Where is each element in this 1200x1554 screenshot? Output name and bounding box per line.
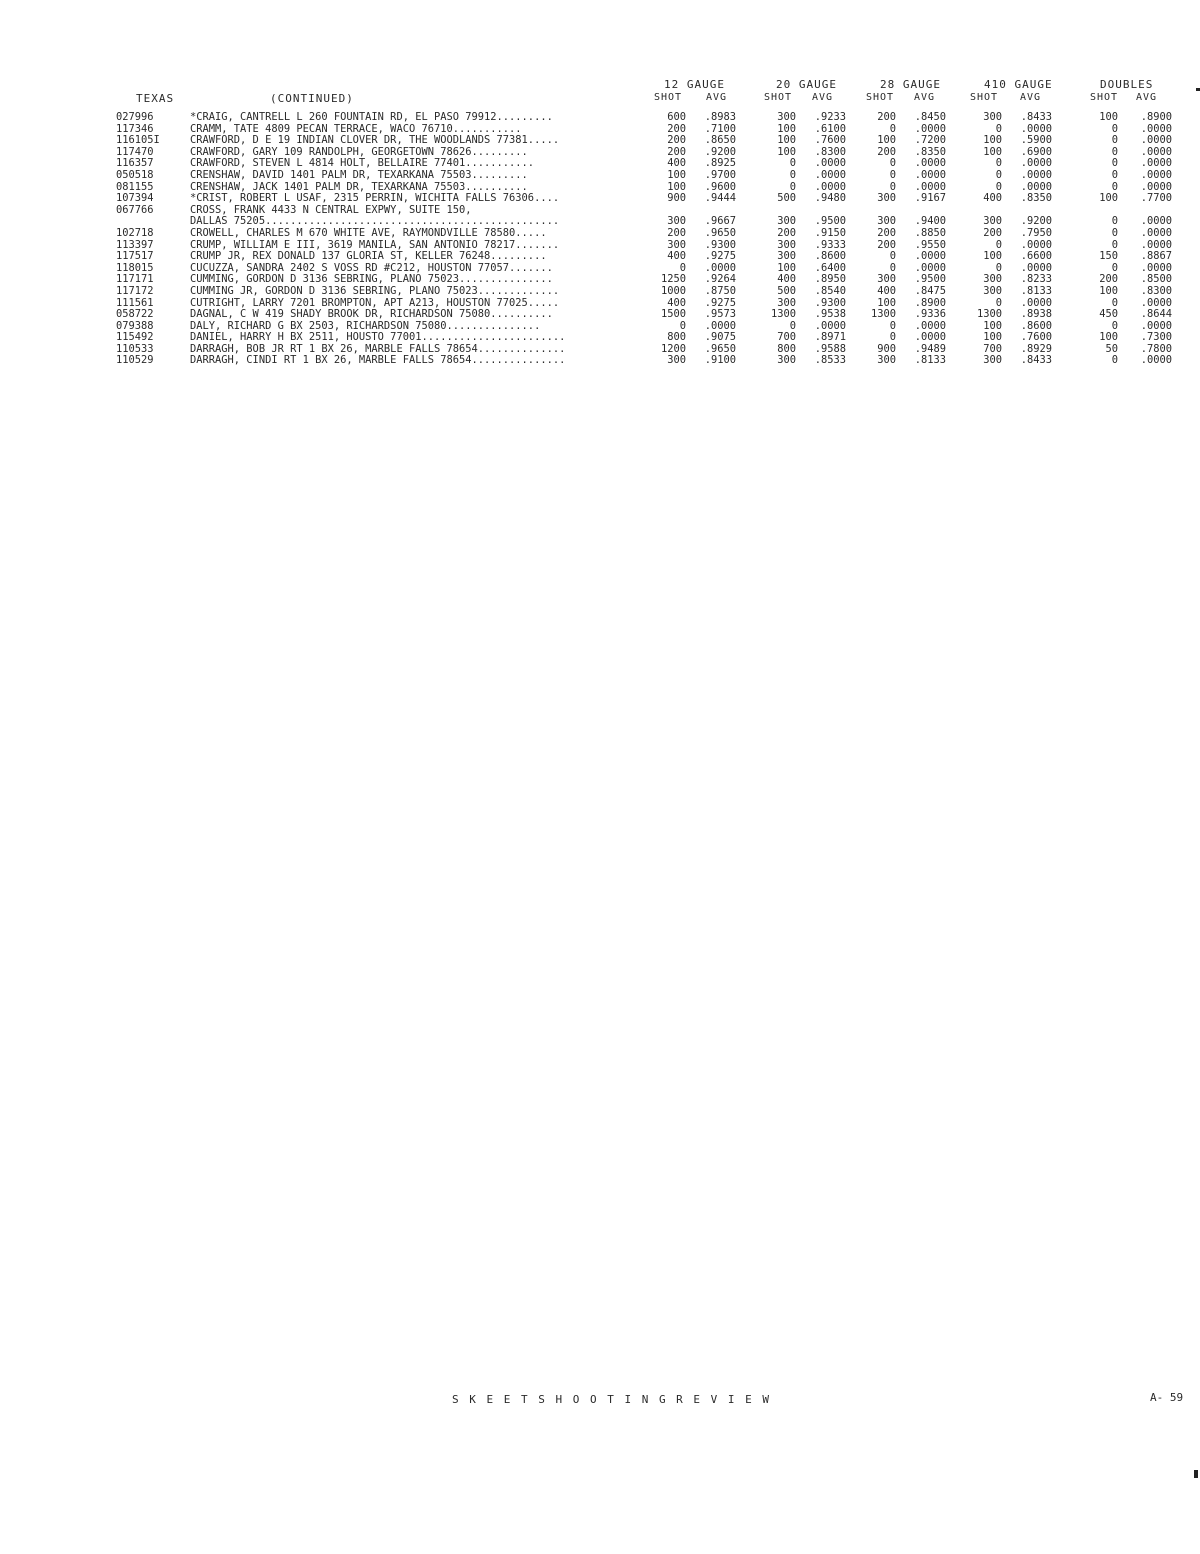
gauge-12-shot: 900: [667, 192, 686, 205]
gauge-12-shot: 1200: [660, 342, 686, 355]
gauge-12-shot: 1250: [660, 273, 686, 286]
gauge-410-shot: 100: [983, 134, 1002, 147]
gauge-410-avg: .8133: [1020, 284, 1052, 297]
doubles-shot: 100: [1099, 192, 1118, 205]
gauge-12-avg: .9100: [704, 354, 736, 367]
gauge-410-avg: .8433: [1020, 111, 1052, 123]
gauge-28-shot: 1300: [870, 308, 896, 321]
gauge-410-avg: .8433: [1020, 354, 1052, 367]
gauge-20-avg: .8540: [814, 284, 846, 297]
doubles-avg: .7300: [1140, 331, 1172, 344]
member-name: DARRAGH, BOB JR RT 1 BX 26, MARBLE FALLS 78654..............: [190, 343, 566, 355]
doubles-shot: 450: [1099, 308, 1118, 321]
gauge-20-shot: 300: [777, 354, 796, 367]
gauge-28-avg: .8900: [914, 296, 946, 309]
member-name: CRAWFORD, STEVEN L 4814 HOLT, BELLAIRE 77401...........: [190, 158, 535, 170]
gauge-12-shot: 100: [667, 180, 686, 193]
page-number: A- 59: [1150, 1391, 1184, 1404]
gauge-12-avg: .9200: [704, 145, 736, 158]
gauge-28-shot: 0: [889, 157, 896, 170]
gauge-28-shot: 0: [889, 168, 896, 181]
gauge-20-shot: 400: [777, 273, 796, 286]
doubles-shot: 0: [1111, 238, 1118, 251]
doubles-avg: .0000: [1140, 226, 1172, 239]
member-name: CUMMING JR, GORDON D 3136 SEBRING, PLANO 75023.............: [190, 285, 560, 297]
table-row: [0, 182, 1200, 194]
doubles-avg: .0000: [1140, 238, 1172, 251]
column-header: [0, 78, 1200, 108]
gauge-28-shot: 200: [877, 226, 896, 239]
gauge-20-shot: 0: [789, 168, 796, 181]
member-id: 067766: [116, 203, 154, 216]
shooter-table: [0, 112, 1200, 367]
member-name: CUCUZZA, SANDRA 2402 S VOSS RD #C212, HOUSTON 77057.......: [190, 262, 553, 274]
avg-label: AVG: [706, 92, 728, 103]
gauge-410-shot: 0: [995, 122, 1002, 135]
doubles-header: DOUBLES: [1100, 78, 1154, 91]
shot-label: SHOT: [654, 92, 683, 103]
gauge-20-shot: 700: [777, 331, 796, 344]
member-id: 118015: [116, 261, 154, 274]
member-name: DAGNAL, C W 419 SHADY BROOK DR, RICHARDSON 75080..........: [190, 309, 553, 321]
doubles-avg: .0000: [1140, 180, 1172, 193]
gauge-12-shot: 300: [667, 215, 686, 228]
gauge-12-shot: 400: [667, 157, 686, 170]
scan-mark: [1196, 88, 1200, 91]
table-row: [0, 240, 1200, 252]
gauge-410-avg: .8929: [1020, 342, 1052, 355]
gauge-28-shot: 900: [877, 342, 896, 355]
gauge-410-shot: 200: [983, 226, 1002, 239]
gauge-20-shot: 300: [777, 215, 796, 228]
gauge-12-avg: .9444: [704, 192, 736, 205]
gauge-28-shot: 0: [889, 319, 896, 332]
doubles-shot: 50: [1105, 342, 1118, 355]
member-name: CROWELL, CHARLES M 670 WHITE AVE, RAYMONDVILLE 78580.....: [190, 227, 547, 239]
doubles-avg: .0000: [1140, 134, 1172, 147]
gauge-28-avg: .9550: [914, 238, 946, 251]
member-id: 081155: [116, 180, 154, 193]
gauge-28-shot: 200: [877, 238, 896, 251]
member-name: DALLAS 75205...............................................: [190, 216, 560, 228]
gauge-12-shot: 200: [667, 134, 686, 147]
gauge-410-avg: .0000: [1020, 180, 1052, 193]
gauge-410-avg: .5900: [1020, 134, 1052, 147]
avg-label: AVG: [1136, 92, 1158, 103]
doubles-shot: 0: [1111, 134, 1118, 147]
gauge-12-shot: 200: [667, 226, 686, 239]
gauge-12-avg: .9650: [704, 342, 736, 355]
table-row: [0, 147, 1200, 159]
gauge-410-shot: 400: [983, 192, 1002, 205]
gauge-20-avg: .0000: [814, 180, 846, 193]
member-id: 027996: [116, 111, 154, 123]
table-row: [0, 170, 1200, 182]
gauge-410-shot: 300: [983, 273, 1002, 286]
gauge-20-avg: .0000: [814, 319, 846, 332]
gauge-12-avg: .9667: [704, 215, 736, 228]
doubles-avg: .8300: [1140, 284, 1172, 297]
doubles-shot: 100: [1099, 284, 1118, 297]
gauge-28-avg: .0000: [914, 261, 946, 274]
gauge-12-shot: 400: [667, 250, 686, 263]
gauge-410-shot: 0: [995, 238, 1002, 251]
gauge-410-shot: 0: [995, 180, 1002, 193]
gauge-410-shot: 100: [983, 319, 1002, 332]
shot-label: SHOT: [764, 92, 793, 103]
doubles-avg: .0000: [1140, 296, 1172, 309]
doubles-avg: .8500: [1140, 273, 1172, 286]
gauge-28-shot: 0: [889, 261, 896, 274]
gauge-12-avg: .9600: [704, 180, 736, 193]
doubles-avg: .7800: [1140, 342, 1172, 355]
gauge-28-avg: .8350: [914, 145, 946, 158]
gauge-410-shot: 700: [983, 342, 1002, 355]
gauge-28-shot: 0: [889, 250, 896, 263]
table-row: [0, 228, 1200, 240]
gauge-28-avg: .8475: [914, 284, 946, 297]
table-row: [0, 216, 1200, 228]
gauge-410-shot: 100: [983, 250, 1002, 263]
gauge-28-avg: .0000: [914, 180, 946, 193]
doubles-avg: .7700: [1140, 192, 1172, 205]
doubles-avg: .0000: [1140, 168, 1172, 181]
doubles-avg: .0000: [1140, 145, 1172, 158]
table-row: [0, 298, 1200, 310]
doubles-shot: 0: [1111, 145, 1118, 158]
gauge-410-avg: .0000: [1020, 261, 1052, 274]
table-row: [0, 355, 1200, 367]
gauge-12-avg: .9650: [704, 226, 736, 239]
shot-label: SHOT: [1090, 92, 1119, 103]
doubles-shot: 0: [1111, 319, 1118, 332]
gauge-28-avg: .0000: [914, 168, 946, 181]
member-id: 115492: [116, 331, 154, 344]
table-row: [0, 124, 1200, 136]
gauge-12-shot: 400: [667, 296, 686, 309]
gauge-28-avg: .0000: [914, 122, 946, 135]
gauge-20-avg: .8300: [814, 145, 846, 158]
member-name: CRENSHAW, DAVID 1401 PALM DR, TEXARKANA 75503.........: [190, 169, 528, 181]
doubles-avg: .0000: [1140, 319, 1172, 332]
gauge-28-shot: 200: [877, 111, 896, 123]
table-row: [0, 321, 1200, 333]
doubles-shot: 100: [1099, 111, 1118, 123]
gauge-410-avg: .0000: [1020, 122, 1052, 135]
gauge-28-shot: 100: [877, 296, 896, 309]
gauge-410-header: 410 GAUGE: [984, 78, 1053, 91]
doubles-avg: .0000: [1140, 122, 1172, 135]
member-id: 110529: [116, 354, 154, 367]
gauge-28-shot: 300: [877, 354, 896, 367]
doubles-shot: 100: [1099, 331, 1118, 344]
gauge-20-shot: 500: [777, 284, 796, 297]
gauge-28-shot: 0: [889, 180, 896, 193]
member-name: DANIEL, HARRY H BX 2511, HOUSTO 77001.......................: [190, 332, 566, 344]
gauge-410-avg: .6900: [1020, 145, 1052, 158]
gauge-20-shot: 300: [777, 296, 796, 309]
table-row: [0, 263, 1200, 275]
gauge-410-avg: .8600: [1020, 319, 1052, 332]
gauge-20-avg: .6100: [814, 122, 846, 135]
member-name: DALY, RICHARD G BX 2503, RICHARDSON 75080...............: [190, 320, 541, 332]
gauge-410-avg: .8233: [1020, 273, 1052, 286]
table-row: [0, 309, 1200, 321]
gauge-28-avg: .8850: [914, 226, 946, 239]
member-name: *CRAIG, CANTRELL L 260 FOUNTAIN RD, EL PASO 79912.........: [190, 112, 553, 123]
gauge-20-header: 20 GAUGE: [776, 78, 837, 91]
doubles-shot: 0: [1111, 180, 1118, 193]
gauge-20-avg: .9480: [814, 192, 846, 205]
doubles-shot: 200: [1099, 273, 1118, 286]
gauge-28-avg: .9400: [914, 215, 946, 228]
avg-label: AVG: [914, 92, 936, 103]
gauge-20-avg: .8600: [814, 250, 846, 263]
gauge-410-avg: .0000: [1020, 168, 1052, 181]
gauge-20-shot: 800: [777, 342, 796, 355]
gauge-20-avg: .9500: [814, 215, 846, 228]
avg-label: AVG: [1020, 92, 1042, 103]
member-id: 117470: [116, 145, 154, 158]
member-id: 117346: [116, 122, 154, 135]
gauge-410-shot: 0: [995, 168, 1002, 181]
gauge-20-avg: .9233: [814, 111, 846, 123]
gauge-28-shot: 300: [877, 192, 896, 205]
gauge-20-avg: .9150: [814, 226, 846, 239]
gauge-20-avg: .0000: [814, 168, 846, 181]
gauge-20-avg: .8533: [814, 354, 846, 367]
gauge-12-shot: 300: [667, 238, 686, 251]
doubles-shot: 0: [1111, 296, 1118, 309]
gauge-28-shot: 200: [877, 145, 896, 158]
gauge-410-shot: 300: [983, 284, 1002, 297]
gauge-12-shot: 600: [667, 111, 686, 123]
gauge-28-avg: .8133: [914, 354, 946, 367]
gauge-12-avg: .8925: [704, 157, 736, 170]
table-row: [0, 274, 1200, 286]
table-row: [0, 158, 1200, 170]
gauge-12-shot: 100: [667, 168, 686, 181]
gauge-28-avg: .0000: [914, 319, 946, 332]
gauge-20-shot: 0: [789, 180, 796, 193]
member-id: 116105I: [116, 134, 160, 147]
gauge-20-avg: .0000: [814, 157, 846, 170]
member-id: 050518: [116, 168, 154, 181]
gauge-28-shot: 0: [889, 122, 896, 135]
member-name: CRENSHAW, JACK 1401 PALM DR, TEXARKANA 75503..........: [190, 181, 528, 193]
gauge-28-avg: .0000: [914, 157, 946, 170]
gauge-12-avg: .9075: [704, 331, 736, 344]
member-id: 116357: [116, 157, 154, 170]
member-name: CUTRIGHT, LARRY 7201 BROMPTON, APT A213, HOUSTON 77025.....: [190, 297, 560, 309]
gauge-20-shot: 100: [777, 122, 796, 135]
doubles-shot: 0: [1111, 157, 1118, 170]
footer-title: S K E E T S H O O T I N G R E V I E W: [452, 1393, 772, 1406]
gauge-20-shot: 100: [777, 145, 796, 158]
doubles-avg: .0000: [1140, 215, 1172, 228]
gauge-12-avg: .0000: [704, 319, 736, 332]
member-id: 102718: [116, 226, 154, 239]
gauge-12-avg: .7100: [704, 122, 736, 135]
gauge-28-shot: 0: [889, 331, 896, 344]
gauge-12-shot: 1500: [660, 308, 686, 321]
gauge-12-shot: 1000: [660, 284, 686, 297]
gauge-28-avg: .9336: [914, 308, 946, 321]
gauge-20-shot: 300: [777, 111, 796, 123]
gauge-12-avg: .8650: [704, 134, 736, 147]
member-id: 110533: [116, 342, 154, 355]
member-name: CRAWFORD, D E 19 INDIAN CLOVER DR, THE WOODLANDS 77381.....: [190, 135, 560, 147]
gauge-410-avg: .0000: [1020, 157, 1052, 170]
gauge-410-shot: 100: [983, 331, 1002, 344]
shot-label: SHOT: [866, 92, 895, 103]
table-row: [0, 205, 1200, 217]
table-row: [0, 286, 1200, 298]
gauge-410-shot: 0: [995, 261, 1002, 274]
member-name: CRUMP JR, REX DONALD 137 GLORIA ST, KELLER 76248.........: [190, 251, 547, 263]
member-id: 113397: [116, 238, 154, 251]
member-id: 117517: [116, 250, 154, 263]
gauge-12-avg: .8983: [704, 111, 736, 123]
doubles-shot: 150: [1099, 250, 1118, 263]
member-id: 107394: [116, 192, 154, 205]
gauge-28-shot: 300: [877, 215, 896, 228]
member-id: 058722: [116, 308, 154, 321]
gauge-20-avg: .9300: [814, 296, 846, 309]
table-row: [0, 193, 1200, 205]
doubles-shot: 0: [1111, 168, 1118, 181]
table-row: [0, 344, 1200, 356]
gauge-410-shot: 100: [983, 145, 1002, 158]
gauge-20-shot: 300: [777, 238, 796, 251]
gauge-20-avg: .9588: [814, 342, 846, 355]
member-id: 117172: [116, 284, 154, 297]
gauge-28-avg: .0000: [914, 250, 946, 263]
doubles-shot: 0: [1111, 215, 1118, 228]
member-name: CRAMM, TATE 4809 PECAN TERRACE, WACO 76710...........: [190, 123, 522, 135]
doubles-avg: .0000: [1140, 157, 1172, 170]
doubles-shot: 0: [1111, 226, 1118, 239]
gauge-12-shot: 800: [667, 331, 686, 344]
gauge-410-shot: 300: [983, 354, 1002, 367]
gauge-410-shot: 0: [995, 157, 1002, 170]
gauge-410-avg: .8938: [1020, 308, 1052, 321]
gauge-20-avg: .9538: [814, 308, 846, 321]
gauge-12-shot: 300: [667, 354, 686, 367]
member-name: CRAWFORD, GARY 109 RANDOLPH, GEORGETOWN 78626.........: [190, 146, 528, 158]
member-id: 111561: [116, 296, 154, 309]
gauge-12-avg: .9700: [704, 168, 736, 181]
gauge-20-shot: 0: [789, 319, 796, 332]
gauge-28-avg: .7200: [914, 134, 946, 147]
gauge-20-shot: 200: [777, 226, 796, 239]
gauge-410-avg: .9200: [1020, 215, 1052, 228]
member-name: DARRAGH, CINDI RT 1 BX 26, MARBLE FALLS 78654...............: [190, 355, 566, 367]
gauge-410-shot: 0: [995, 296, 1002, 309]
gauge-410-avg: .6600: [1020, 250, 1052, 263]
gauge-12-avg: .9264: [704, 273, 736, 286]
doubles-shot: 0: [1111, 122, 1118, 135]
table-row: [0, 135, 1200, 147]
gauge-12-avg: .9573: [704, 308, 736, 321]
state-label: TEXAS: [136, 92, 175, 105]
member-id: 117171: [116, 273, 154, 286]
gauge-410-avg: .7600: [1020, 331, 1052, 344]
doubles-avg: .0000: [1140, 261, 1172, 274]
gauge-28-header: 28 GAUGE: [880, 78, 941, 91]
doubles-shot: 0: [1111, 354, 1118, 367]
gauge-20-avg: .7600: [814, 134, 846, 147]
member-name: CRUMP, WILLIAM E III, 3619 MANILA, SAN ANTONIO 78217.......: [190, 239, 560, 251]
gauge-28-shot: 300: [877, 273, 896, 286]
gauge-28-avg: .9167: [914, 192, 946, 205]
gauge-12-shot: 200: [667, 122, 686, 135]
gauge-28-avg: .9489: [914, 342, 946, 355]
gauge-12-avg: .8750: [704, 284, 736, 297]
gauge-12-shot: 0: [679, 319, 686, 332]
member-name: *CRIST, ROBERT L USAF, 2315 PERRIN, WICHITA FALLS 76306....: [190, 193, 560, 205]
gauge-28-avg: .8450: [914, 111, 946, 123]
gauge-12-avg: .9275: [704, 250, 736, 263]
gauge-12-shot: 0: [679, 261, 686, 274]
gauge-410-shot: 300: [983, 215, 1002, 228]
gauge-410-shot: 1300: [976, 308, 1002, 321]
gauge-20-avg: .6400: [814, 261, 846, 274]
gauge-28-shot: 100: [877, 134, 896, 147]
page-footer: [0, 1393, 1200, 1413]
table-row: [0, 112, 1200, 124]
doubles-avg: .8867: [1140, 250, 1172, 263]
gauge-28-avg: .9500: [914, 273, 946, 286]
gauge-20-avg: .8971: [814, 331, 846, 344]
gauge-12-shot: 200: [667, 145, 686, 158]
member-name: CROSS, FRANK 4433 N CENTRAL EXPWY, SUITE 150,: [190, 204, 472, 216]
gauge-410-avg: .0000: [1020, 238, 1052, 251]
gauge-410-avg: .0000: [1020, 296, 1052, 309]
gauge-20-shot: 300: [777, 250, 796, 263]
member-name: CUMMING, GORDON D 3136 SEBRING, PLANO 75023...............: [190, 274, 553, 286]
doubles-shot: 0: [1111, 261, 1118, 274]
shot-label: SHOT: [970, 92, 999, 103]
gauge-12-header: 12 GAUGE: [664, 78, 725, 91]
gauge-12-avg: .9275: [704, 296, 736, 309]
gauge-28-avg: .0000: [914, 331, 946, 344]
gauge-20-shot: 1300: [770, 308, 796, 321]
gauge-20-shot: 500: [777, 192, 796, 205]
gauge-20-shot: 100: [777, 261, 796, 274]
avg-label: AVG: [812, 92, 834, 103]
gauge-20-shot: 100: [777, 134, 796, 147]
doubles-avg: .8900: [1140, 111, 1172, 123]
member-id: 079388: [116, 319, 154, 332]
gauge-12-avg: .9300: [704, 238, 736, 251]
gauge-410-avg: .7950: [1020, 226, 1052, 239]
table-row: [0, 251, 1200, 263]
scan-mark: [1194, 1470, 1198, 1478]
gauge-410-avg: .8350: [1020, 192, 1052, 205]
table-row: [0, 332, 1200, 344]
doubles-avg: .8644: [1140, 308, 1172, 321]
gauge-12-avg: .0000: [704, 261, 736, 274]
gauge-20-avg: .8950: [814, 273, 846, 286]
gauge-28-shot: 400: [877, 284, 896, 297]
gauge-20-shot: 0: [789, 157, 796, 170]
continued-label: (CONTINUED): [270, 92, 354, 105]
gauge-410-shot: 300: [983, 111, 1002, 123]
doubles-avg: .0000: [1140, 354, 1172, 367]
gauge-20-avg: .9333: [814, 238, 846, 251]
